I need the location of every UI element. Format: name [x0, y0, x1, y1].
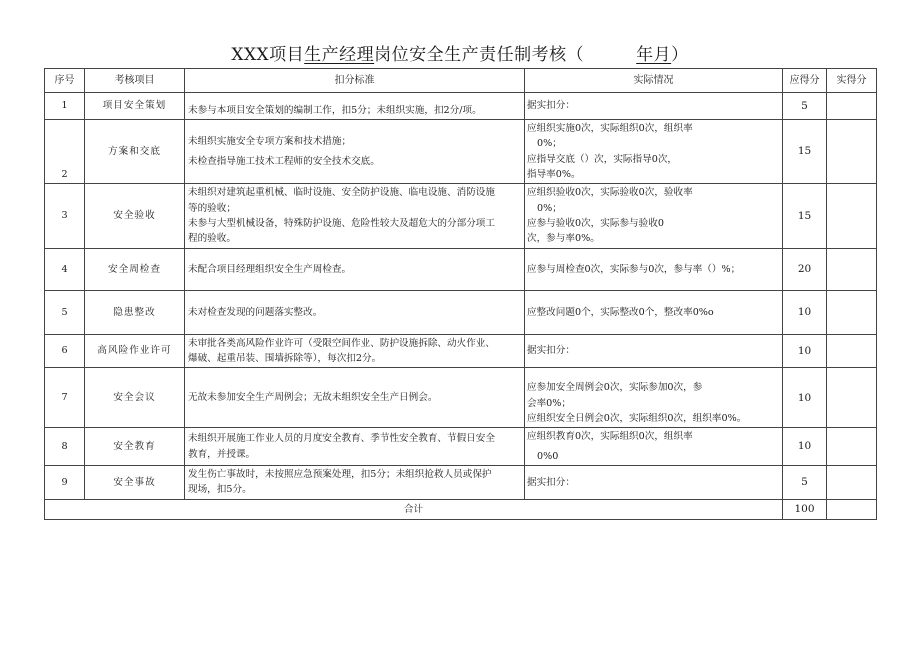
actual-line: 0%；: [537, 202, 562, 214]
table-row: [45, 184, 877, 248]
std-line: 未配合项目经理组织安全生产周检查。: [188, 263, 352, 275]
total-due-score: 100: [783, 499, 827, 519]
std-line: 未组织对建筑起重机械、临时设施、安全防护设施、临电设施、消防设施: [188, 187, 495, 199]
std-line: 未参与大型机械设备，特殊防护设施、危险性较大及超危大的分部分项工: [188, 218, 495, 230]
row-actual: [525, 466, 783, 500]
row-item: 项目安全策划: [85, 93, 185, 120]
assessment-table: [44, 68, 877, 520]
actual-line: 0%0: [537, 450, 559, 462]
row-seq: 9: [45, 466, 85, 500]
page-title: [0, 40, 920, 65]
std-line: 未组织开展施工作业人员的月度安全教育、季节性安全教育、节假日安全: [188, 433, 495, 445]
row-item: 安全验收: [85, 184, 185, 248]
std-line: 未对检查发现的问题落实整改。: [188, 306, 323, 318]
row-actual: [525, 248, 783, 290]
row-actual: [525, 290, 783, 334]
table-row: [45, 334, 877, 368]
row-got-score: [827, 466, 877, 500]
row-standard: [185, 120, 525, 184]
row-item: 高风险作业许可: [85, 334, 185, 368]
row-actual: [525, 428, 783, 466]
actual-line: 应组织验收0次，实际验收0次，验收率: [527, 187, 693, 199]
actual-line: 据实扣分：: [527, 476, 575, 488]
row-item: 安全周检查: [85, 248, 185, 290]
row-due-score: 10: [783, 334, 827, 368]
table-row: [45, 93, 877, 120]
row-got-score: [827, 428, 877, 466]
title-middle: 岗位安全生产责任制考核（: [374, 45, 585, 65]
row-item: 方案和交底: [85, 120, 185, 184]
row-standard: [185, 248, 525, 290]
table-row: [45, 428, 877, 466]
row-got-score: [827, 248, 877, 290]
row-standard: [185, 428, 525, 466]
row-seq: 1: [45, 93, 85, 120]
row-standard: [185, 290, 525, 334]
row-standard: [185, 466, 525, 500]
header-got-score: 实得分: [827, 69, 877, 93]
row-got-score: [827, 93, 877, 120]
actual-line: 次，参与率0%。: [527, 233, 600, 245]
row-actual: [525, 93, 783, 120]
std-line: 无故未参加安全生产周例会；无故未组织安全生产日例会。: [188, 392, 438, 404]
std-line: 未检查指导施工技术工程师的安全技术交底。: [188, 156, 380, 168]
row-due-score: 5: [783, 93, 827, 120]
row-actual: [525, 368, 783, 428]
title-prefix: XXX项目: [231, 45, 305, 65]
table-row: [45, 120, 877, 184]
row-seq: 6: [45, 334, 85, 368]
row-due-score: 10: [783, 428, 827, 466]
actual-line: 应参与验收0次，实际参与验收0: [527, 218, 664, 230]
row-seq: 7: [45, 368, 85, 428]
row-seq: 3: [45, 184, 85, 248]
std-line: 未组织实施安全专项方案和技术措施；: [188, 135, 352, 147]
row-due-score: 15: [783, 120, 827, 184]
row-standard: [185, 184, 525, 248]
row-item: 安全教育: [85, 428, 185, 466]
actual-line: 应组织教育0次，实际组织0次，组织率: [527, 431, 693, 443]
row-due-score: 10: [783, 290, 827, 334]
actual-line: 应参加安全周例会0次，实际参加0次，参: [527, 382, 703, 394]
std-line: 爆破、起重吊装、围墙拆除等），每次扣2分。: [188, 353, 382, 365]
row-actual: [525, 334, 783, 368]
actual-line: 应参与周检查0次，实际参与0次，参与率（）%；: [527, 263, 741, 275]
header-row: [45, 69, 877, 93]
row-standard: [185, 93, 525, 120]
row-actual: [525, 120, 783, 184]
header-standard: 扣分标准: [185, 69, 525, 93]
row-seq: 4: [45, 248, 85, 290]
actual-line: 应整改问题0个，实际整改0个，整改率0%o: [527, 306, 714, 318]
header-actual: 实际情况: [525, 69, 783, 93]
actual-line: 指导率0%。: [527, 169, 581, 181]
row-due-score: 15: [783, 184, 827, 248]
row-got-score: [827, 334, 877, 368]
row-item: 安全会议: [85, 368, 185, 428]
row-got-score: [827, 184, 877, 248]
row-got-score: [827, 290, 877, 334]
row-actual: [525, 184, 783, 248]
std-line: 未审批各类高风险作业许可（受限空间作业、防护设施拆除、动火作业、: [188, 337, 495, 349]
actual-line: 0%；: [537, 138, 562, 150]
row-item: 隐患整改: [85, 290, 185, 334]
row-item: 安全事故: [85, 466, 185, 500]
row-due-score: 10: [783, 368, 827, 428]
table-row: [45, 248, 877, 290]
total-label: 合计: [45, 499, 783, 519]
row-seq: 2: [45, 120, 85, 184]
row-got-score: [827, 368, 877, 428]
row-standard: [185, 334, 525, 368]
actual-line: 应组织安全日例会0次，实际组织0次，组织率0%。: [527, 413, 747, 425]
row-due-score: 5: [783, 466, 827, 500]
std-line: 现场，扣5分。: [188, 484, 252, 496]
std-line: 发生伤亡事故时，未按照应急预案处理，扣5分；未组织抢救人员或保护: [188, 469, 492, 481]
title-year-month: 年月: [636, 45, 672, 65]
header-item: 考核项目: [85, 69, 185, 93]
actual-line: 据实扣分：: [527, 345, 575, 357]
total-got-score: [827, 499, 877, 519]
row-due-score: 20: [783, 248, 827, 290]
std-line: 程的验收。: [188, 233, 236, 245]
actual-line: 应指导交底（）次，实际指导0次，: [527, 153, 678, 165]
row-got-score: [827, 120, 877, 184]
table-row: [45, 290, 877, 334]
std-line: 等的验收；: [188, 202, 236, 214]
table-row: [45, 466, 877, 500]
header-due-score: 应得分: [783, 69, 827, 93]
header-seq: 序号: [45, 69, 85, 93]
actual-line: 应组织实施0次，实际组织0次，组织率: [527, 123, 693, 134]
row-standard: [185, 368, 525, 428]
actual-line: 会率0%；: [527, 397, 572, 409]
actual-line: 据实扣分：: [527, 100, 575, 112]
title-position: 生产经理: [304, 45, 375, 65]
std-line: 未参与本项目安全策划的编制工作，扣5分；未组织实施，扣2分/项。: [188, 104, 482, 116]
table-row: [45, 368, 877, 428]
title-suffix: ）: [671, 45, 689, 65]
row-seq: 8: [45, 428, 85, 466]
std-line: 教育，并授课。: [188, 448, 256, 460]
row-seq: 5: [45, 290, 85, 334]
total-row: [45, 499, 877, 519]
